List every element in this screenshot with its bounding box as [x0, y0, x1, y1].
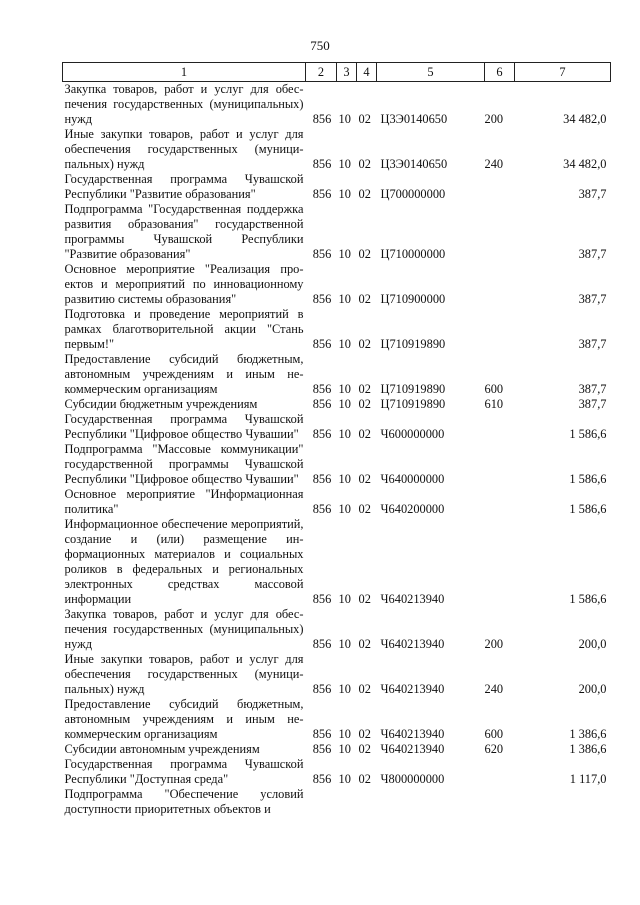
row-amount: 200,0 — [578, 682, 607, 696]
table-row — [63, 787, 611, 817]
row-subsection-code: 02 — [358, 637, 371, 651]
table-row — [63, 742, 611, 757]
row-expense-type-code — [485, 412, 515, 442]
row-amount: 34 482,0 — [563, 112, 607, 126]
row-target-article-code: Ч640213940 — [380, 727, 445, 741]
table-row — [63, 487, 611, 517]
row-target-article-code: Ч640213940 — [380, 637, 445, 651]
row-section-code: 10 — [338, 292, 351, 306]
row-ministry-code: 856 — [312, 247, 332, 261]
row-ministry-code: 856 — [312, 592, 332, 606]
table-row — [63, 82, 611, 128]
row-amount: 1 586,6 — [569, 472, 607, 486]
row-name-cell: Подпрограмма "Обеспечение условий доступности приоритетных объектов и — [64, 787, 304, 816]
row-amount: 200,0 — [578, 637, 607, 651]
row-expense-type-code — [485, 262, 515, 307]
row-section-code: 10 — [338, 187, 351, 201]
row-amount: 387,7 — [578, 337, 607, 351]
table-row — [63, 412, 611, 442]
row-target-article-code: Ц710900000 — [380, 292, 446, 306]
row-amount: 1 386,6 — [569, 742, 607, 756]
row-ministry-code: 856 — [312, 472, 332, 486]
row-name-cell: Подпрограмма "Государственная поддержка развития образования" государственной программы Чувашской Республики "Развитие образования" — [64, 202, 304, 261]
row-subsection-code: 02 — [358, 337, 371, 351]
row-amount: 387,7 — [578, 382, 607, 396]
row-section-code: 10 — [338, 382, 351, 396]
row-name-cell: Подпрограмма "Массовые коммуникации" государственной программы Чувашской Республики "Цифровое общество Чувашии" — [64, 442, 304, 486]
row-subsection-code: 02 — [358, 682, 371, 696]
row-subsection-code: 02 — [358, 472, 371, 486]
row-target-article-code: Ц710000000 — [380, 247, 446, 261]
row-ministry-code: 856 — [312, 157, 332, 171]
row-amount: 387,7 — [578, 187, 607, 201]
row-ministry-code: 856 — [312, 382, 332, 396]
row-subsection-code: 02 — [358, 742, 371, 756]
row-expense-type-code: 600 — [484, 727, 504, 741]
row-subsection-code: 02 — [358, 382, 371, 396]
row-ministry-code: 856 — [312, 742, 332, 756]
row-name-cell: Закупка товаров, работ и услуг для обеспечения государственных (муниципальных) нужд — [64, 82, 304, 126]
row-expense-type-code: 240 — [484, 682, 504, 696]
row-name-cell: Государственная программа Чувашской Республики "Развитие образования" — [64, 172, 304, 201]
row-name-cell: Предоставление субсидий бюджетным, автономным учреждениям и иным некоммерческим организациям — [64, 352, 304, 396]
header-col-4: 4 — [357, 63, 377, 82]
row-target-article-code: Ц710919890 — [380, 337, 446, 351]
row-amount: 387,7 — [578, 247, 607, 261]
row-subsection-code: 02 — [358, 727, 371, 741]
row-target-article-code: Ч800000000 — [380, 772, 445, 786]
row-ministry-code: 856 — [312, 292, 332, 306]
row-section-code: 10 — [338, 427, 351, 441]
row-amount: 1 117,0 — [569, 772, 607, 786]
row-target-article-code: Ц3Э0140650 — [380, 112, 448, 126]
header-row — [63, 63, 611, 82]
table-row — [63, 307, 611, 352]
row-subsection-code: 02 — [358, 427, 371, 441]
row-subsection-code: 02 — [358, 592, 371, 606]
page-number: 750 — [310, 38, 330, 53]
row-subsection-code: 02 — [358, 292, 371, 306]
row-target-article-code: Ч640213940 — [380, 682, 445, 696]
row-section-code: 10 — [338, 592, 351, 606]
header-col-3: 3 — [337, 63, 357, 82]
row-subsection-code: 02 — [358, 247, 371, 261]
row-subsection-code: 02 — [358, 397, 371, 411]
row-subsection-code: 02 — [358, 112, 371, 126]
row-amount: 1 586,6 — [569, 592, 607, 606]
row-ministry-code: 856 — [312, 112, 332, 126]
row-amount: 1 386,6 — [569, 727, 607, 741]
row-target-article-code: Ч640200000 — [380, 502, 445, 516]
table-row — [63, 652, 611, 697]
header-col-7: 7 — [515, 63, 611, 82]
row-name-cell: Подготовка и проведение мероприятий в рамках благотворительной акции "Стань первым!" — [64, 307, 304, 351]
row-target-article-code: Ц700000000 — [380, 187, 446, 201]
row-ministry-code: 856 — [312, 397, 332, 411]
row-section-code — [337, 787, 357, 817]
table-row — [63, 172, 611, 202]
row-subsection-code: 02 — [358, 502, 371, 516]
row-name-cell: Закупка товаров, работ и услуг для обеспечения государственных (муниципальных) нужд — [64, 607, 304, 651]
row-section-code: 10 — [338, 727, 351, 741]
row-subsection-code: 02 — [358, 187, 371, 201]
row-target-article-code: Ц710919890 — [380, 382, 446, 396]
row-section-code: 10 — [338, 742, 351, 756]
row-name-cell: Основное мероприятие "Реализация проектов и мероприятий по инновационному развитию системы образования" — [64, 262, 304, 306]
row-name-cell: Иные закупки товаров, работ и услуг для обеспечения государственных (муниципальных) нужд — [64, 652, 304, 696]
header-col-1: 1 — [63, 63, 306, 82]
row-name-cell: Иные закупки товаров, работ и услуг для обеспечения государственных (муниципальных) нужд — [64, 127, 304, 171]
table-row — [63, 697, 611, 742]
row-ministry-code: 856 — [312, 727, 332, 741]
row-name-cell: Государственная программа Чувашской Республики "Доступная среда" — [64, 757, 304, 786]
row-ministry-code: 856 — [312, 682, 332, 696]
row-amount: 1 586,6 — [569, 427, 607, 441]
row-name-cell: Основное мероприятие "Информационная политика" — [64, 487, 304, 516]
header-col-5: 5 — [377, 63, 485, 82]
row-expense-type-code: 610 — [484, 397, 504, 411]
table-row — [63, 397, 611, 412]
row-target-article-code: Ч640213940 — [380, 592, 445, 606]
table-row — [63, 202, 611, 262]
row-name-cell: Субсидии автономным учреждениям — [64, 742, 260, 756]
row-expense-type-code: 200 — [484, 637, 504, 651]
row-section-code: 10 — [338, 502, 351, 516]
row-name-cell: Субсидии бюджетным учреждениям — [64, 397, 258, 411]
table-row — [63, 262, 611, 307]
row-target-article-code: Ц3Э0140650 — [380, 157, 448, 171]
row-section-code: 10 — [338, 247, 351, 261]
row-expense-type-code — [485, 787, 515, 817]
row-target-article-code: Ч600000000 — [380, 427, 445, 441]
row-target-article-code: Ч640000000 — [380, 472, 445, 486]
row-section-code: 10 — [338, 112, 351, 126]
row-ministry-code: 856 — [312, 637, 332, 651]
row-section-code: 10 — [338, 337, 351, 351]
row-ministry-code: 856 — [312, 772, 332, 786]
row-section-code: 10 — [338, 682, 351, 696]
row-ministry-code: 856 — [312, 187, 332, 201]
row-amount: 387,7 — [578, 397, 607, 411]
row-amount: 34 482,0 — [563, 157, 607, 171]
row-expense-type-code: 240 — [484, 157, 504, 171]
row-expense-type-code — [485, 307, 515, 352]
row-ministry-code: 856 — [312, 337, 332, 351]
table-row — [63, 757, 611, 787]
row-section-code: 10 — [338, 157, 351, 171]
row-section-code: 10 — [338, 472, 351, 486]
row-ministry-code: 856 — [312, 502, 332, 516]
row-expense-type-code — [485, 442, 515, 487]
table-row — [63, 127, 611, 172]
table-row — [63, 517, 611, 607]
row-subsection-code — [357, 787, 377, 817]
row-expense-type-code — [485, 757, 515, 787]
row-expense-type-code — [485, 487, 515, 517]
row-name-cell: Информационное обеспечение мероприятий, создание и (или) размещение информационных материалов и социальных роликов в федеральных и региональных электронных средствах массовой информации — [64, 517, 304, 606]
row-section-code: 10 — [338, 637, 351, 651]
row-expense-type-code: 200 — [484, 112, 504, 126]
row-expense-type-code: 620 — [484, 742, 504, 756]
row-amount: 387,7 — [578, 292, 607, 306]
row-target-article-code — [377, 787, 485, 817]
table-row — [63, 352, 611, 397]
table-row — [63, 442, 611, 487]
row-ministry-code: 856 — [312, 427, 332, 441]
row-expense-type-code — [485, 202, 515, 262]
row-amount — [515, 787, 611, 817]
row-subsection-code: 02 — [358, 772, 371, 786]
budget-table — [62, 62, 611, 817]
row-expense-type-code — [485, 517, 515, 607]
table-row — [63, 607, 611, 652]
row-target-article-code: Ц710919890 — [380, 397, 446, 411]
table-body — [63, 82, 611, 818]
header-col-2: 2 — [306, 63, 337, 82]
row-expense-type-code: 600 — [484, 382, 504, 396]
row-section-code: 10 — [338, 397, 351, 411]
row-expense-type-code — [485, 172, 515, 202]
header-col-6: 6 — [485, 63, 515, 82]
row-ministry-code — [306, 787, 337, 817]
row-name-cell: Государственная программа Чувашской Республики "Цифровое общество Чувашии" — [64, 412, 304, 441]
row-subsection-code: 02 — [358, 157, 371, 171]
row-section-code: 10 — [338, 772, 351, 786]
row-name-cell: Предоставление субсидий бюджетным, автономным учреждениям и иным некоммерческим организациям — [64, 697, 304, 741]
row-amount: 1 586,6 — [569, 502, 607, 516]
row-target-article-code: Ч640213940 — [380, 742, 445, 756]
